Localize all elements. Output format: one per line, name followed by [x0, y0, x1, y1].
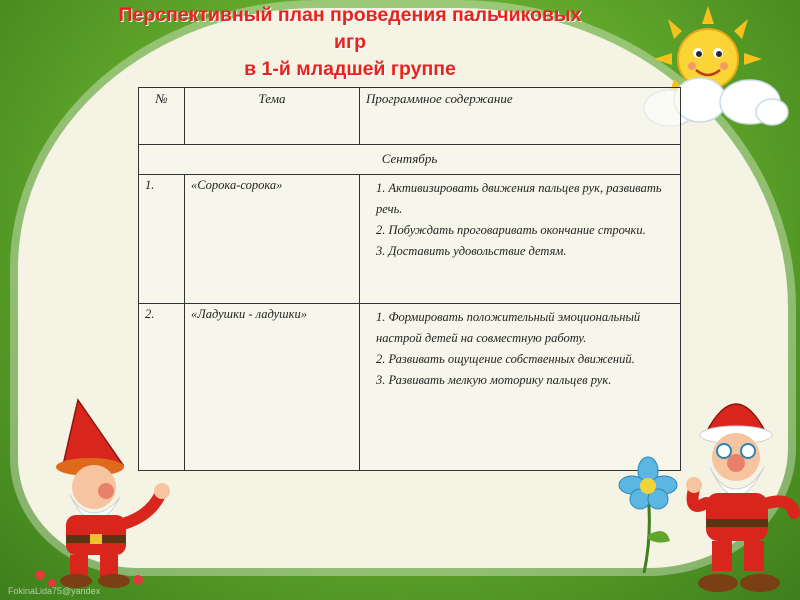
row-content — [360, 175, 681, 304]
content-list — [366, 178, 674, 262]
month-row — [139, 145, 681, 175]
content-item: 3. Развивать мелкую моторику пальцев рук. — [376, 373, 612, 387]
row-theme: «Сорока-сорока» — [185, 175, 360, 304]
table-row — [139, 175, 681, 304]
content-item: 2. Побуждать проговаривать окончание строчки. — [376, 223, 646, 237]
flower-icon — [618, 455, 678, 575]
header-theme: Тема — [185, 88, 360, 145]
content-list — [366, 307, 674, 391]
table-header-row — [139, 88, 681, 145]
row-number: 1. — [139, 175, 185, 304]
plan-table — [138, 87, 681, 471]
table-row — [139, 304, 681, 471]
content-item: 3. Доставить удовольствие детям. — [376, 244, 567, 258]
gnome-right-icon — [676, 385, 800, 597]
row-content — [360, 304, 681, 471]
title-line-1: Перспективный план проведения пальчиковых — [118, 4, 582, 26]
title-line-2: игр — [333, 31, 367, 53]
title-line-3: в 1-й младшей группе — [244, 58, 456, 80]
header-content: Программное содержание — [360, 88, 681, 145]
month-label: Сентябрь — [139, 145, 681, 175]
gnome-left-icon — [28, 395, 178, 590]
content-item: 1. Активизировать движения пальцев рук, развивать речь. — [376, 181, 662, 216]
content-item: 1. Формировать положительный эмоциональный настрой детей на совместную работу. — [376, 310, 641, 345]
row-number: 2. — [139, 304, 185, 471]
slide-title — [20, 2, 680, 83]
content-item: 2. Развивать ощущение собственных движений. — [376, 352, 635, 366]
header-number: № — [139, 88, 185, 145]
row-theme: «Ладушки - ладушки» — [185, 304, 360, 471]
watermark: FokinaLida75@yandex — [8, 586, 101, 596]
